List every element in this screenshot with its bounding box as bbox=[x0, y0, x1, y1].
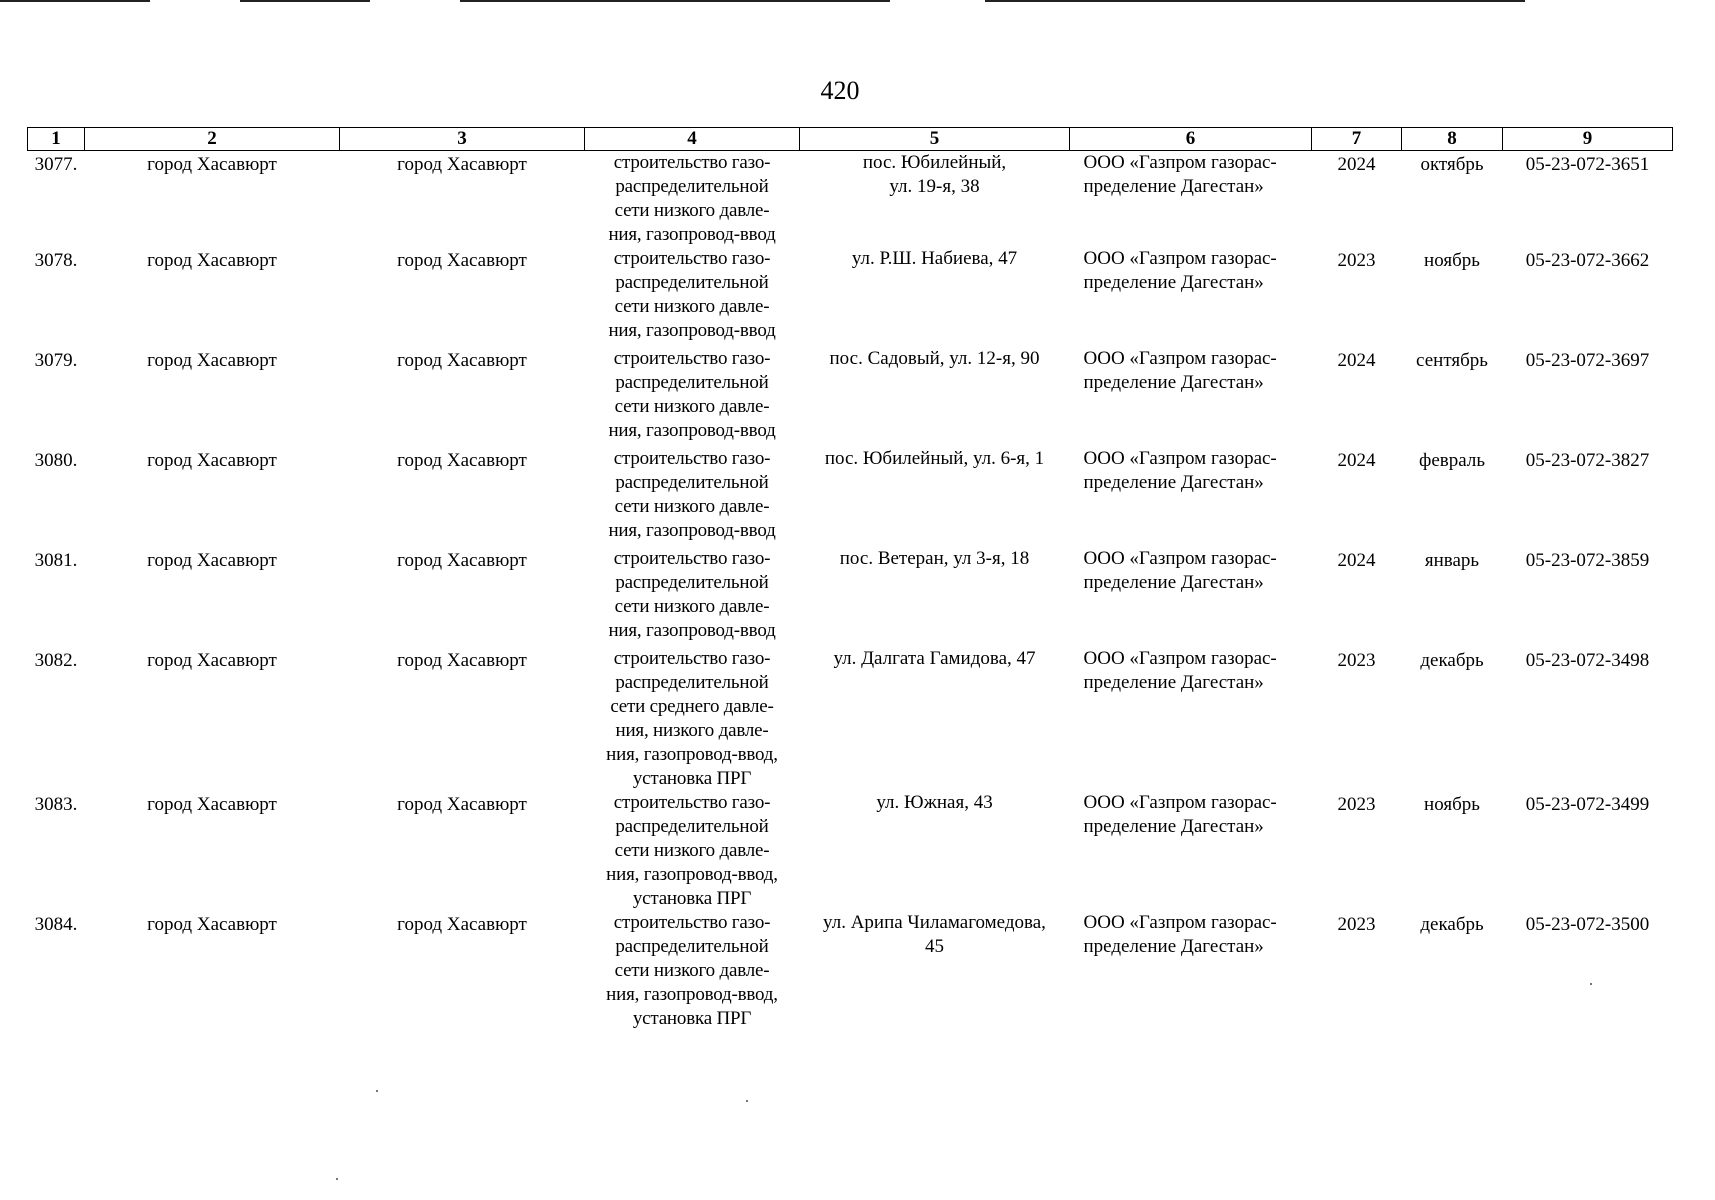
month-cell bbox=[1402, 151, 1503, 248]
settlement-cell-text: город Хасавюрт bbox=[397, 650, 527, 671]
month-cell-text: ноябрь bbox=[1424, 250, 1480, 271]
row-number-text: 3081. bbox=[34, 550, 78, 571]
work-description-cell bbox=[585, 447, 800, 547]
address-cell bbox=[800, 447, 1070, 547]
city-cell bbox=[85, 247, 340, 347]
year-cell bbox=[1312, 647, 1402, 791]
address-cell bbox=[800, 647, 1070, 791]
work-description-cell-line: сети среднего давле- bbox=[610, 696, 774, 717]
work-description-cell bbox=[585, 791, 800, 911]
organization-cell bbox=[1070, 447, 1312, 547]
organization-cell-line: пределение Дагестан» bbox=[1083, 816, 1264, 837]
work-description-cell-line: строительство газо- bbox=[613, 912, 771, 933]
work-description-cell-line: установка ПРГ bbox=[632, 888, 752, 909]
scan-top-edge bbox=[0, 0, 1715, 3]
row-number bbox=[28, 911, 85, 1031]
organization-cell bbox=[1070, 911, 1312, 1031]
header-col-6: 6 bbox=[1070, 128, 1312, 151]
table-body bbox=[28, 151, 1673, 1032]
work-description-cell-line: строительство газо- bbox=[613, 548, 771, 569]
organization-cell bbox=[1070, 647, 1312, 791]
work-description-cell bbox=[585, 911, 800, 1031]
work-description-cell-line: ния, газопровод-ввод, bbox=[606, 984, 778, 1005]
row-number bbox=[28, 247, 85, 347]
settlement-cell-text: город Хасавюрт bbox=[397, 250, 527, 271]
row-number bbox=[28, 647, 85, 791]
month-cell-text: декабрь bbox=[1420, 914, 1484, 935]
address-cell bbox=[800, 151, 1070, 248]
row-number-text: 3084. bbox=[34, 914, 78, 935]
month-cell bbox=[1402, 547, 1503, 647]
month-cell-text: сентябрь bbox=[1416, 350, 1488, 371]
work-description-cell-line: строительство газо- bbox=[613, 448, 771, 469]
organization-cell-line: пределение Дагестан» bbox=[1083, 572, 1264, 593]
year-cell bbox=[1312, 247, 1402, 347]
address-cell bbox=[800, 247, 1070, 347]
address-cell-line: ул. Р.Ш. Набиева, 47 bbox=[851, 248, 1018, 269]
settlement-cell bbox=[340, 347, 585, 447]
settlement-cell bbox=[340, 447, 585, 547]
work-description-cell-line: ния, газопровод-ввод bbox=[608, 520, 776, 541]
header-col-8: 8 bbox=[1402, 128, 1503, 151]
address-cell-line: пос. Ветеран, ул 3-я, 18 bbox=[839, 548, 1030, 569]
code-cell bbox=[1503, 247, 1673, 347]
code-cell bbox=[1503, 647, 1673, 791]
organization-cell-line: пределение Дагестан» bbox=[1083, 936, 1264, 957]
table-header bbox=[28, 128, 1673, 151]
header-col-4: 4 bbox=[585, 128, 800, 151]
header-row bbox=[28, 128, 1673, 151]
work-description-cell-line: сети низкого давле- bbox=[614, 840, 770, 861]
year-cell bbox=[1312, 447, 1402, 547]
work-description-cell bbox=[585, 247, 800, 347]
code-cell bbox=[1503, 447, 1673, 547]
city-cell bbox=[85, 151, 340, 248]
organization-cell-line: пределение Дагестан» bbox=[1083, 272, 1264, 293]
settlement-cell bbox=[340, 547, 585, 647]
year-cell bbox=[1312, 347, 1402, 447]
code-cell-text: 05-23-072-3697 bbox=[1525, 350, 1650, 371]
organization-cell-line: пределение Дагестан» bbox=[1083, 472, 1264, 493]
address-cell-line: ул. Далгата Гамидова, 47 bbox=[833, 648, 1036, 669]
organization-cell-line: ООО «Газпром газорас- bbox=[1083, 248, 1277, 269]
page-number: 420 bbox=[820, 76, 860, 105]
code-cell bbox=[1503, 547, 1673, 647]
header-col-7: 7 bbox=[1312, 128, 1402, 151]
month-cell-text: декабрь bbox=[1420, 650, 1484, 671]
work-description-cell-line: распределительной bbox=[615, 472, 769, 493]
code-cell-text: 05-23-072-3859 bbox=[1525, 550, 1650, 571]
year-cell bbox=[1312, 911, 1402, 1031]
address-cell-line: пос. Садовый, ул. 12-я, 90 bbox=[829, 348, 1040, 369]
work-description-cell-line: сети низкого давле- bbox=[614, 496, 770, 517]
header-col-2: 2 bbox=[85, 128, 340, 151]
month-cell-text: октябрь bbox=[1420, 154, 1484, 175]
table-row bbox=[28, 151, 1673, 248]
work-description-cell-line: строительство газо- bbox=[613, 792, 771, 813]
city-cell-text: город Хасавюрт bbox=[147, 650, 277, 671]
work-description-cell-line: распределительной bbox=[615, 936, 769, 957]
work-description-cell bbox=[585, 151, 800, 248]
month-cell-text: февраль bbox=[1419, 450, 1485, 471]
header-col-5: 5 bbox=[800, 128, 1070, 151]
work-description-cell-line: ния, газопровод-ввод, bbox=[606, 864, 778, 885]
city-cell-text: город Хасавюрт bbox=[147, 450, 277, 471]
city-cell bbox=[85, 647, 340, 791]
settlement-cell bbox=[340, 647, 585, 791]
header-col-9: 9 bbox=[1503, 128, 1673, 151]
organization-cell-line: ООО «Газпром газорас- bbox=[1083, 912, 1277, 933]
city-cell-text: город Хасавюрт bbox=[147, 154, 277, 175]
code-cell-text: 05-23-072-3662 bbox=[1525, 250, 1650, 271]
month-cell bbox=[1402, 447, 1503, 547]
work-description-cell-line: распределительной bbox=[615, 272, 769, 293]
table-row bbox=[28, 347, 1673, 447]
address-cell-line: ул. Арипа Чиламагомедова, bbox=[823, 912, 1046, 933]
organization-cell-line: ООО «Газпром газорас- bbox=[1083, 448, 1277, 469]
code-cell-text: 05-23-072-3827 bbox=[1525, 450, 1650, 471]
month-cell-text: январь bbox=[1424, 550, 1480, 571]
organization-cell-line: пределение Дагестан» bbox=[1083, 176, 1264, 197]
work-description-cell bbox=[585, 347, 800, 447]
table-row bbox=[28, 447, 1673, 547]
work-description-cell bbox=[585, 647, 800, 791]
header-col-3: 3 bbox=[340, 128, 585, 151]
row-number-text: 3079. bbox=[34, 350, 78, 371]
code-cell bbox=[1503, 791, 1673, 911]
work-description-cell-line: ния, газопровод-ввод, bbox=[606, 744, 778, 765]
table-row bbox=[28, 547, 1673, 647]
code-cell bbox=[1503, 347, 1673, 447]
work-description-cell-line: распределительной bbox=[615, 672, 769, 693]
month-cell bbox=[1402, 647, 1503, 791]
settlement-cell-text: город Хасавюрт bbox=[397, 550, 527, 571]
code-cell-text: 05-23-072-3499 bbox=[1525, 794, 1650, 815]
month-cell-text: ноябрь bbox=[1424, 794, 1480, 815]
table-row bbox=[28, 791, 1673, 911]
table-row bbox=[28, 247, 1673, 347]
organization-cell bbox=[1070, 347, 1312, 447]
settlement-cell-text: город Хасавюрт bbox=[397, 914, 527, 935]
registry-table bbox=[27, 127, 1673, 1031]
city-cell-text: город Хасавюрт bbox=[147, 250, 277, 271]
row-number-text: 3078. bbox=[34, 250, 78, 271]
settlement-cell-text: город Хасавюрт bbox=[397, 450, 527, 471]
city-cell bbox=[85, 791, 340, 911]
work-description-cell-line: распределительной bbox=[615, 176, 769, 197]
year-cell-text: 2023 bbox=[1337, 914, 1376, 935]
month-cell bbox=[1402, 791, 1503, 911]
code-cell bbox=[1503, 151, 1673, 248]
year-cell-text: 2024 bbox=[1337, 154, 1376, 175]
year-cell-text: 2024 bbox=[1337, 350, 1376, 371]
city-cell bbox=[85, 547, 340, 647]
work-description-cell-line: сети низкого давле- bbox=[614, 296, 770, 317]
address-cell bbox=[800, 911, 1070, 1031]
organization-cell-line: ООО «Газпром газорас- bbox=[1083, 648, 1277, 669]
code-cell bbox=[1503, 911, 1673, 1031]
address-cell-line: ул. Южная, 43 bbox=[876, 792, 993, 813]
organization-cell-line: пределение Дагестан» bbox=[1083, 372, 1264, 393]
city-cell-text: город Хасавюрт bbox=[147, 794, 277, 815]
month-cell bbox=[1402, 347, 1503, 447]
organization-cell-line: ООО «Газпром газорас- bbox=[1083, 152, 1277, 173]
address-cell-line: пос. Юбилейный, ул. 6-я, 1 bbox=[824, 448, 1045, 469]
address-cell bbox=[800, 791, 1070, 911]
city-cell-text: город Хасавюрт bbox=[147, 350, 277, 371]
work-description-cell-line: сети низкого давле- bbox=[614, 596, 770, 617]
code-cell-text: 05-23-072-3498 bbox=[1525, 650, 1650, 671]
row-number bbox=[28, 547, 85, 647]
row-number-text: 3080. bbox=[34, 450, 78, 471]
work-description-cell-line: ния, газопровод-ввод bbox=[608, 420, 776, 441]
work-description-cell-line: строительство газо- bbox=[613, 248, 771, 269]
settlement-cell bbox=[340, 911, 585, 1031]
work-description-cell-line: сети низкого давле- bbox=[614, 396, 770, 417]
settlement-cell-text: город Хасавюрт bbox=[397, 154, 527, 175]
address-cell-line: 45 bbox=[925, 936, 944, 957]
city-cell bbox=[85, 911, 340, 1031]
work-description-cell-line: ния, газопровод-ввод bbox=[608, 224, 776, 245]
work-description-cell-line: строительство газо- bbox=[613, 152, 771, 173]
organization-cell bbox=[1070, 547, 1312, 647]
code-cell-text: 05-23-072-3500 bbox=[1525, 914, 1650, 935]
row-number bbox=[28, 347, 85, 447]
address-cell-line: ул. 19-я, 38 bbox=[889, 176, 980, 197]
settlement-cell bbox=[340, 791, 585, 911]
row-number-text: 3077. bbox=[34, 154, 78, 175]
work-description-cell-line: распределительной bbox=[615, 816, 769, 837]
organization-cell-line: ООО «Газпром газорас- bbox=[1083, 548, 1277, 569]
row-number-text: 3083. bbox=[34, 794, 78, 815]
settlement-cell-text: город Хасавюрт bbox=[397, 350, 527, 371]
work-description-cell-line: сети низкого давле- bbox=[614, 200, 770, 221]
settlement-cell-text: город Хасавюрт bbox=[397, 794, 527, 815]
work-description-cell-line: установка ПРГ bbox=[632, 1008, 752, 1029]
address-cell bbox=[800, 347, 1070, 447]
organization-cell bbox=[1070, 151, 1312, 248]
month-cell bbox=[1402, 911, 1503, 1031]
header-col-1: 1 bbox=[28, 128, 85, 151]
city-cell-text: город Хасавюрт bbox=[147, 550, 277, 571]
work-description-cell-line: сети низкого давле- bbox=[614, 960, 770, 981]
work-description-cell-line: ния, газопровод-ввод bbox=[608, 320, 776, 341]
work-description-cell-line: установка ПРГ bbox=[632, 768, 752, 789]
organization-cell-line: ООО «Газпром газорас- bbox=[1083, 348, 1277, 369]
table-row bbox=[28, 911, 1673, 1031]
address-cell bbox=[800, 547, 1070, 647]
work-description-cell-line: строительство газо- bbox=[613, 348, 771, 369]
row-number bbox=[28, 151, 85, 248]
month-cell bbox=[1402, 247, 1503, 347]
year-cell-text: 2024 bbox=[1337, 450, 1376, 471]
row-number bbox=[28, 791, 85, 911]
organization-cell bbox=[1070, 791, 1312, 911]
table-row bbox=[28, 647, 1673, 791]
settlement-cell bbox=[340, 151, 585, 248]
year-cell-text: 2023 bbox=[1337, 250, 1376, 271]
work-description-cell-line: ния, газопровод-ввод bbox=[608, 620, 776, 641]
year-cell-text: 2023 bbox=[1337, 650, 1376, 671]
city-cell bbox=[85, 347, 340, 447]
city-cell bbox=[85, 447, 340, 547]
code-cell-text: 05-23-072-3651 bbox=[1525, 154, 1650, 175]
address-cell-line: пос. Юбилейный, bbox=[862, 152, 1007, 173]
city-cell-text: город Хасавюрт bbox=[147, 914, 277, 935]
year-cell bbox=[1312, 547, 1402, 647]
organization-cell bbox=[1070, 247, 1312, 347]
settlement-cell bbox=[340, 247, 585, 347]
work-description-cell-line: строительство газо- bbox=[613, 648, 771, 669]
year-cell bbox=[1312, 791, 1402, 911]
organization-cell-line: пределение Дагестан» bbox=[1083, 672, 1264, 693]
work-description-cell bbox=[585, 547, 800, 647]
work-description-cell-line: ния, низкого давле- bbox=[615, 720, 769, 741]
year-cell-text: 2023 bbox=[1337, 794, 1376, 815]
work-description-cell-line: распределительной bbox=[615, 572, 769, 593]
organization-cell-line: ООО «Газпром газорас- bbox=[1083, 792, 1277, 813]
row-number-text: 3082. bbox=[34, 650, 78, 671]
year-cell-text: 2024 bbox=[1337, 550, 1376, 571]
year-cell bbox=[1312, 151, 1402, 248]
work-description-cell-line: распределительной bbox=[615, 372, 769, 393]
row-number bbox=[28, 447, 85, 547]
